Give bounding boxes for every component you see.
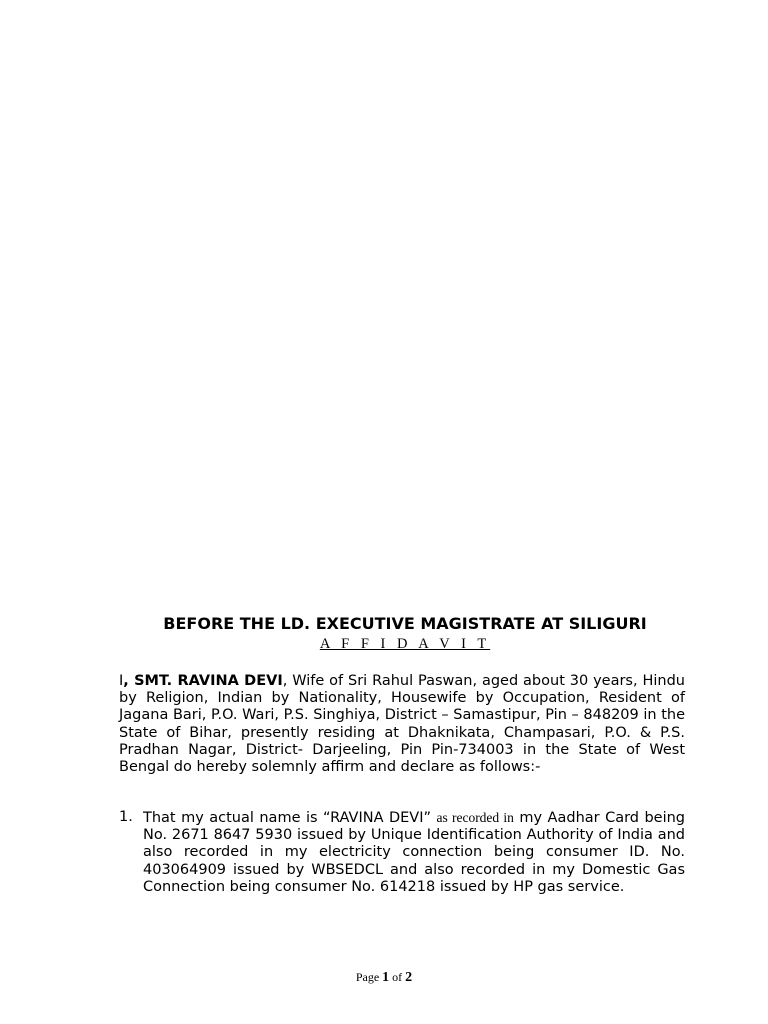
deponent-name: , SMT. RAVINA DEVI xyxy=(123,673,283,689)
list-item-text-serif: as recorded in xyxy=(436,810,514,825)
list-item-text-after: my Aadhar Card being No. 2671 8647 5930 issued by Unique Identification Authority of India and also recorded in my electricity connection being consumer ID. No. 403064909 issued by WBSEDCL and also recorded in my Domestic Gas Connection being consumer No. 614218 issued by HP gas service. xyxy=(143,810,686,895)
document-subtitle: A F F I D A V I T xyxy=(319,636,491,652)
intro-paragraph xyxy=(119,673,685,776)
footer-page-word: Page xyxy=(355,970,383,984)
list-item-text-before: That my actual name is “RAVINA DEVI” xyxy=(143,810,437,826)
document-title: BEFORE THE LD. EXECUTIVE MAGISTRATE AT SILIGURI xyxy=(163,614,647,633)
declaration-list xyxy=(119,809,685,896)
intro-pronoun: I xyxy=(119,673,124,689)
intro-body: , Wife of Sri Rahul Paswan, aged about 30 years, Hindu by Religion, Indian by Nationality, Housewife by Occupation, Resident of Jagana Bari, P.O. Wari, P.S. Singhiya, District – Samastipur, Pin – 848209 in the State of Bihar, presently residing at Dhaknikata, Champasari, P.O. & P.S. Pradhan Nagar, District- Darjeeling, Pin Pin-734003 in the State of West Bengal do hereby solemnly affirm and declare as follows:- xyxy=(119,673,685,776)
page-footer xyxy=(0,970,768,986)
list-item xyxy=(119,809,685,896)
list-item-number: 1. xyxy=(119,809,133,825)
footer-current-page: 1 xyxy=(382,970,390,985)
footer-total-pages: 2 xyxy=(405,970,413,985)
footer-of-word: of xyxy=(389,970,406,984)
